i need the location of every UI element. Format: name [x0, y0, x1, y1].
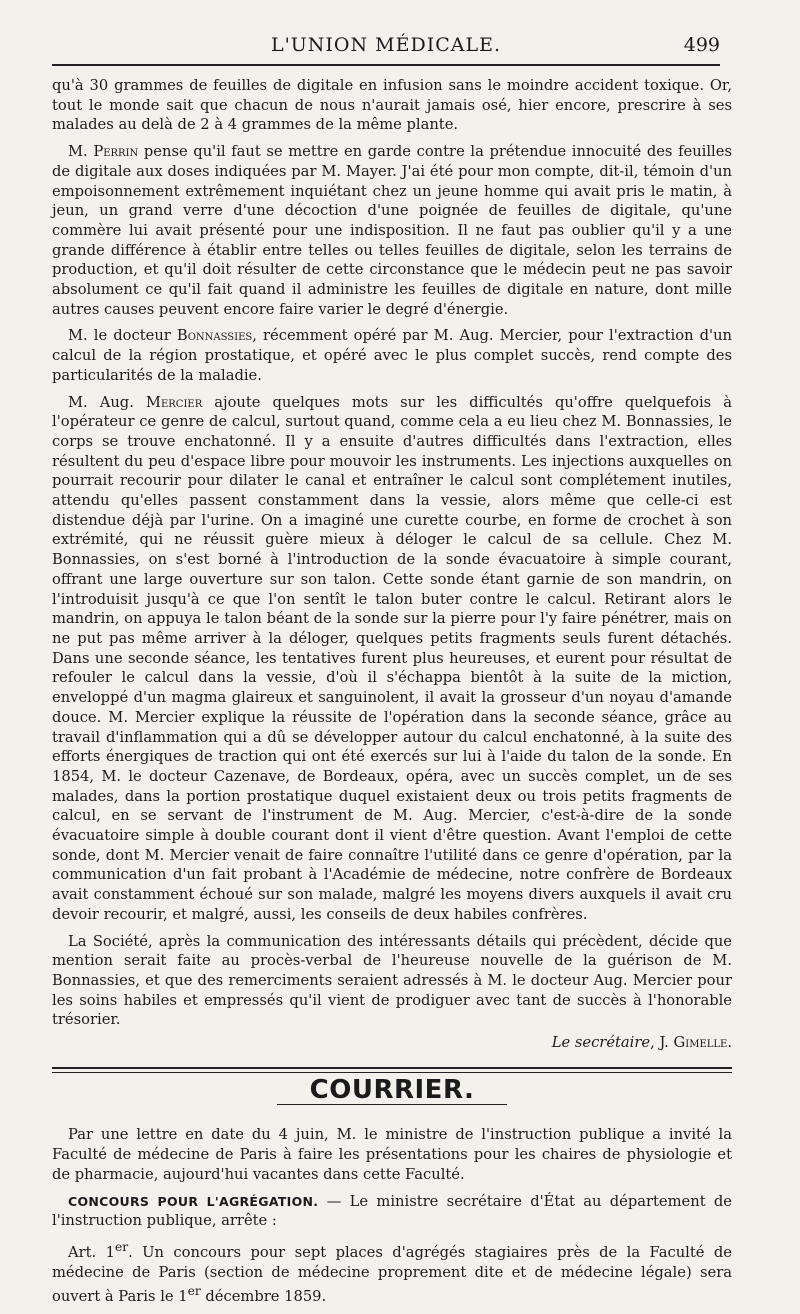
courrier-paragraph-2-text: — Le ministre secrétaire d'État au département de l'instruction publique, arrête : — [52, 1192, 732, 1230]
paragraph-4-text: ajoute quelques mots sur les difficultés qu'offre quelquefois à l'opérateur ce genre de calcul, surtout quand, comme cela a eu lieu chez M. Bonnassies, le corps se trouve enchatonné. Il y a ensuite d'autres difficultés dans l'extraction, elles résultent du peu d'espace libre pour mouvoir les instruments. Les injections auxquelles on pourrait recourir pour dilater le canal et entraîner le calcul sont complétement inutiles, attendu qu'elles passent constamment dans la vessie, alors même que celle-ci est distendue déjà par l'urine. On a imaginé une curette courbe, en forme de crochet à son extrémité, qui ne réussit guère mieux à déloger le calcul de sa cellule. Chez M. Bonnassies, on s'est borné à l'introduction de la sonde évacuatoire à simple courant, offrant une large ouverture sur son talon. Cette sonde étant garnie de son mandrin, on l'introduisit jusqu'à ce que l'on sentît le talon buter contre le calcul. Retirant alors le mandrin, on appuya le talon béant de la sonde sur la pierre pour l'y faire pénétrer, mais on ne put pas même arriver à la déloger, quelques petits fragments seuls furent détachés. Dans une seconde séance, les tentatives furent plus heureuses, et eurent pour résultat de refouler le calcul dans la vessie, d'où il s'échappa bientôt à la suite de la miction, enveloppé d'un magma glaireux et sanguinolent, il avait la grosseur d'un noyau d'amande douce. M. Mercier explique la réussite de l'opération dans la seconde séance, grâce au travail d'inflammation qui a dû se développer autour du calcul enchatonné, à la suite des efforts énergiques de traction qui ont été exercés sur lui à l'aide du talon de la sonde. En 1854, M. le docteur Cazenave, de Bordeaux, opéra, avec un succès complet, un de ses malades, dans la portion prostatique duquel existaient deux ou trois petits fragments de calcul, en se servant de l'instrument de M. Aug. Mercier, c'est-à-dire de la sonde évacuatoire simple à double courant dont il vient d'être question. Avant l'emploi de cette sonde, dont M. Mercier venait de faire connaître l'utilité dans ce genre d'opération, par la communication d'un fait probant à l'Académie de médecine, notre confrère de Bordeaux avait constamment échoué sur son malade, malgré les moyens divers auxquels il avait cru devoir recourir, et malgré, aussi, les conseils de deux habiles confrères. — [52, 393, 732, 923]
date-sup: er — [187, 1284, 201, 1299]
paragraph-1: qu'à 30 grammes de feuilles de digitale en infusion sans le moindre accident toxique. Or, tout le monde sait que chacun de nous n'aurait jamais osé, hier encore, prescrire à ses malades au delà de 2 à 4 grammes de la même plante. — [52, 77, 732, 134]
page-number: 499 — [683, 34, 720, 56]
courrier-heading: COURRIER. — [309, 1074, 475, 1105]
speaker-mercier: Mercier — [145, 393, 203, 411]
paragraph-4 — [52, 393, 732, 925]
paragraph-2 — [52, 142, 732, 319]
signature-separator: , — [650, 1034, 660, 1052]
journal-title: L'UNION MÉDICALE. — [270, 34, 502, 56]
paragraph-5: La Société, après la communication des intéressants détails qui précèdent, décide que mention serait faite au procès-verbal de l'heureuse nouvelle de la guérison de M. Bonnassies, et que des remerciments seraient adressés à M. le docteur Aug. Mercier pour les soins habiles et empressés qu'il vient de prodiguer avec tant de succès à l'honorable trésorier. — [52, 932, 732, 1029]
speaker-perrin: Perrin — [93, 143, 139, 161]
paragraph-3-lead: M. le docteur — [68, 327, 177, 345]
article-lead: Art. 1 — [68, 1243, 115, 1261]
article-body — [52, 76, 732, 1314]
paragraph-3-text: , récemment opéré par M. Aug. Mercier, pour l'extraction d'un calcul de la région prostatique, et opéré avec le plus complet succès, rend compte des particularités de la maladie. — [52, 327, 732, 384]
courrier-paragraph-1: Par une lettre en date du 4 juin, M. le ministre de l'instruction publique a invité la Faculté de médecine de Paris à faire les présentations pour les chaires de physiologie et de pharmacie, aujourd'hui vacantes dans cette Faculté. — [52, 1126, 732, 1183]
paragraph-2-text: pense qu'il faut se mettre en garde contre la prétendue innocuité des feuilles de digitale aux doses indiquées par M. Mayer. J'ai été pour mon compte, dit-il, témoin d'un empoisonnement extrêmement inquiétant chez un jeune homme qui avait pris le matin, à jeun, un grand verre d'une décoction d'une poignée de feuilles de digitale, qu'une commère lui avait présenté pour une indisposition. Il ne faut pas oublier qu'il y a une grande différence à établir entre telles ou telles feuilles de digitale, selon les terrains de production, et qu'il doit résulter de cette circonstance que le médecin peut ne pas savoir absolument ce qu'il fait quand il administre les feuilles de digitale en nature, dont mille autres causes peuvent encore faire varier le degré d'énergie. — [52, 143, 732, 318]
courrier-paragraph-3 — [52, 1238, 732, 1307]
paragraph-4-lead: M. Aug. — [68, 393, 146, 411]
paragraph-2-lead: M. — [68, 143, 94, 161]
paragraph-3 — [52, 326, 732, 385]
courrier-paragraph-2 — [52, 1192, 732, 1231]
speaker-bonnassies: Bonnassies — [176, 327, 253, 345]
signature-name: J. Gimelle. — [659, 1034, 732, 1052]
header-rule — [52, 64, 720, 66]
signature — [52, 1033, 732, 1053]
signature-role: Le secrétaire — [551, 1034, 651, 1052]
section-divider — [52, 1067, 732, 1073]
courrier-paragraph-3-text: . Un concours pour sept places d'agrégés stagiaires près de la Faculté de médecine de Paris (section de médecine proprement dite et de médecine légale) sera ouvert à Paris le 1 — [52, 1243, 732, 1306]
article-sup: er — [114, 1239, 129, 1254]
concours-heading: CONCOURS POUR L'AGRÉGATION. — [68, 1193, 319, 1209]
courrier-paragraph-3-end: décembre 1859. — [200, 1288, 327, 1306]
